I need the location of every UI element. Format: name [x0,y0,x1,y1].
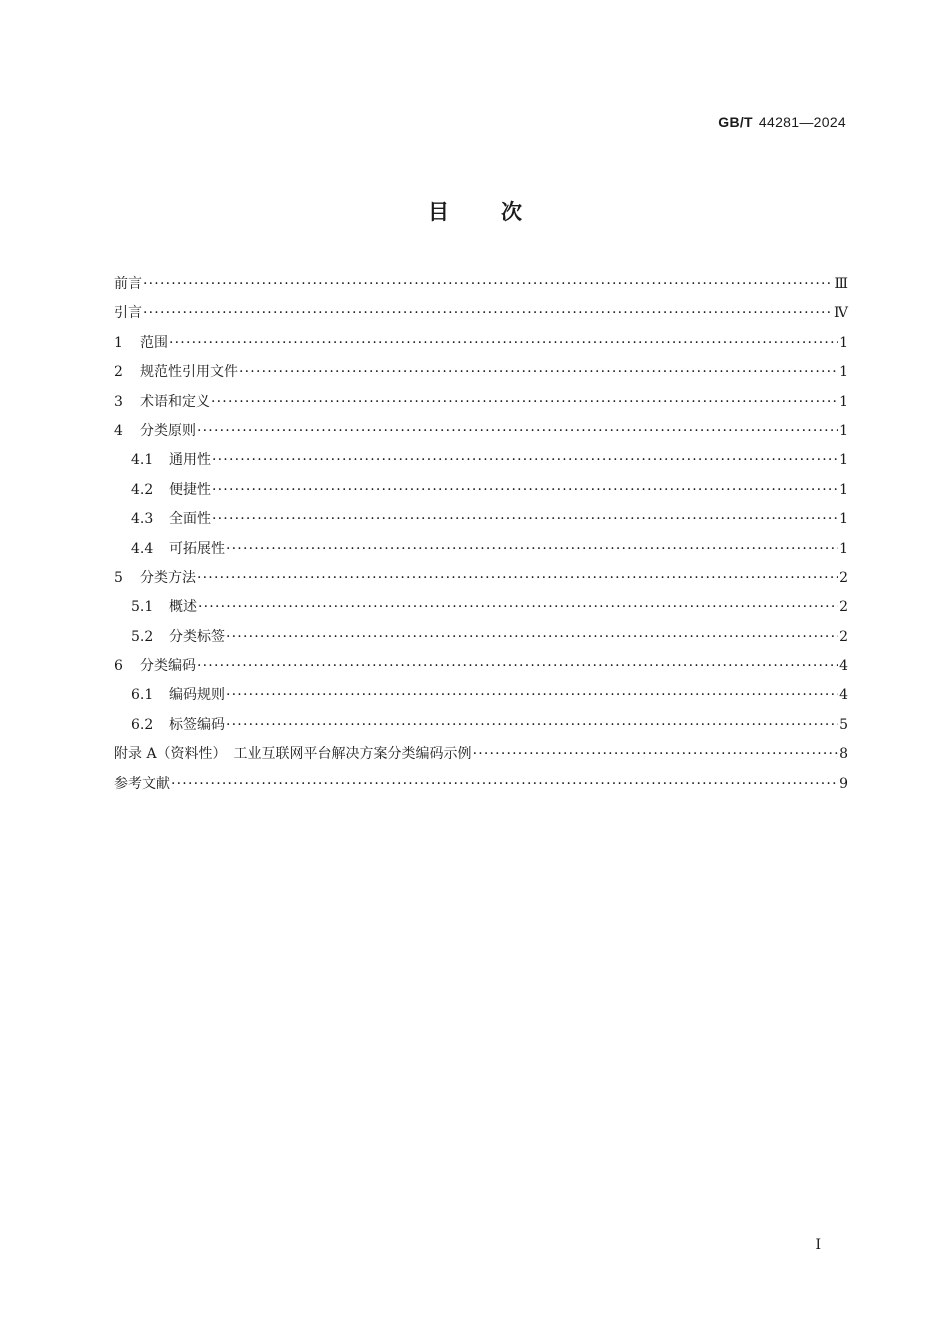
toc-dot-leader [143,270,833,299]
toc-entry-label: 分类标签 [169,628,225,645]
toc-entry-page: Ⅳ [834,305,848,322]
table-of-contents [114,270,848,799]
toc-entry[interactable] [114,476,848,505]
toc-dot-leader [169,329,838,358]
toc-entry-page: 1 [839,422,848,439]
toc-entry-label: 可拓展性 [169,540,225,557]
toc-entry[interactable] [114,770,848,799]
standard-code: 44281—2024 [758,114,846,130]
toc-entry-page: Ⅲ [834,276,848,292]
toc-dot-leader [212,505,838,534]
toc-dot-leader [226,681,838,710]
toc-entry-page: 1 [839,334,848,351]
toc-entry-page: 1 [839,364,848,381]
toc-dot-leader [212,446,838,475]
toc-dot-leader [211,388,838,417]
toc-entry[interactable] [114,505,848,534]
standard-number [718,114,846,130]
toc-entry[interactable] [114,681,848,710]
toc-dot-leader [239,358,838,387]
toc-dot-leader [197,652,838,681]
toc-entry-number: 2 [114,364,123,381]
toc-entry-number: 5.2 [131,628,154,645]
toc-entry-label: 标签编码 [169,716,225,733]
toc-entry-label: 编码规则 [169,687,225,704]
toc-entry-label: 规范性引用文件 [140,364,238,381]
toc-entry-label: 前言 [114,276,142,292]
toc-entry-label: 参考文献 [114,775,170,792]
toc-entry[interactable] [114,652,848,681]
toc-entry-label: 分类方法 [140,569,196,586]
toc-entry-page: 1 [839,540,848,557]
toc-title: 目次 [428,200,574,224]
toc-entry-page: 9 [839,775,848,792]
toc-dot-leader [226,623,838,652]
page-number: Ⅰ [815,1237,821,1253]
toc-entry[interactable] [114,270,848,299]
toc-entry-number: 1 [114,334,123,351]
toc-dot-leader [226,711,838,740]
toc-entry[interactable] [114,329,848,358]
toc-entry-label: 分类原则 [140,422,196,439]
toc-entry[interactable] [114,358,848,387]
toc-entry-label: 通用性 [169,452,211,469]
toc-entry-page: 4 [839,687,848,704]
toc-entry-page: 1 [839,481,848,498]
toc-entry-label: 术语和定义 [140,393,210,410]
toc-entry-number: 6.2 [131,716,154,733]
toc-entry-page: 2 [839,569,848,586]
toc-entry-page: 4 [839,658,848,675]
toc-dot-leader [473,740,839,769]
toc-dot-leader [171,770,838,799]
toc-entry-label: 分类编码 [140,658,196,675]
toc-entry[interactable] [114,623,848,652]
toc-entry[interactable] [114,711,848,740]
toc-entry-page: 2 [839,628,848,645]
toc-entry-number: 4 [114,422,123,439]
toc-entry-label: 范围 [140,334,168,351]
toc-entry-page: 5 [839,716,848,733]
toc-entry[interactable] [114,564,848,593]
toc-entry-number: 6.1 [131,687,154,704]
toc-entry-number: 4.3 [131,511,154,528]
toc-entry-page: 8 [839,746,848,763]
standard-prefix: GB/T [718,114,753,130]
toc-entry-number: 5 [114,569,123,586]
toc-entry-page: 2 [839,599,848,616]
toc-entry[interactable] [114,388,848,417]
toc-entry-label: 便捷性 [169,481,211,498]
toc-entry-label: 全面性 [169,511,211,528]
toc-entry-label: 附录 A（资料性） 工业互联网平台解决方案分类编码示例 [114,746,472,763]
toc-entry[interactable] [114,299,848,328]
toc-entry-page: 1 [839,452,848,469]
toc-entry-page: 1 [839,393,848,410]
toc-entry-number: 5.1 [131,599,154,616]
toc-entry-label: 引言 [114,305,142,322]
toc-entry-number: 4.1 [131,452,154,469]
toc-entry[interactable] [114,446,848,475]
toc-dot-leader [143,299,833,328]
toc-entry-label: 概述 [169,599,197,616]
toc-dot-leader [226,535,838,564]
toc-entry-number: 6 [114,658,123,675]
toc-entry-number: 4.4 [131,540,154,557]
toc-entry[interactable] [114,417,848,446]
toc-entry-number: 4.2 [131,481,154,498]
toc-dot-leader [198,593,838,622]
toc-dot-leader [212,476,838,505]
toc-entry-page: 1 [839,511,848,528]
toc-dot-leader [197,417,838,446]
toc-entry-number: 3 [114,393,123,410]
toc-entry[interactable] [114,593,848,622]
toc-entry[interactable] [114,740,848,769]
toc-dot-leader [197,564,838,593]
toc-entry[interactable] [114,535,848,564]
